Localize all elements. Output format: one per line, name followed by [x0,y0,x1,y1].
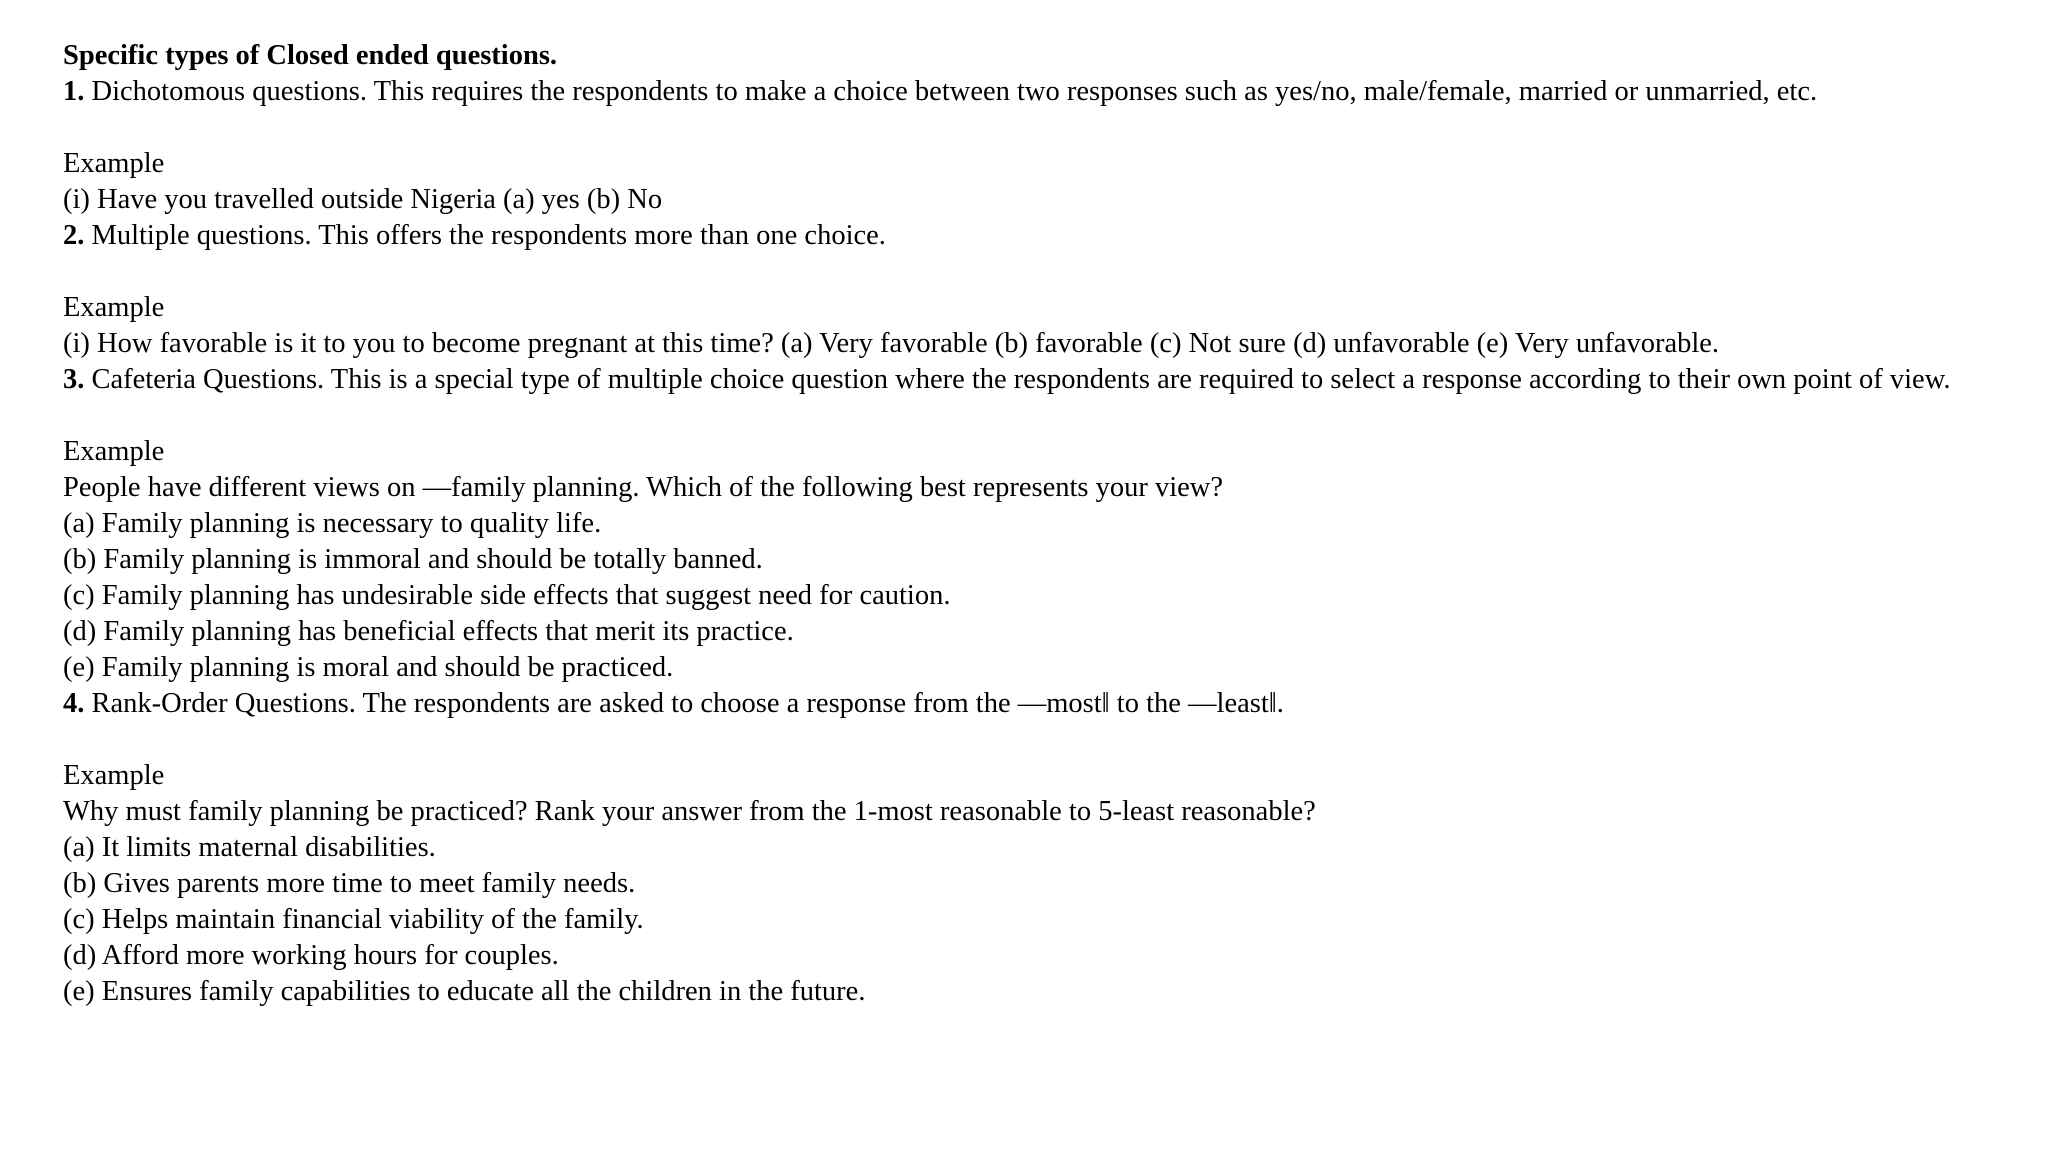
section-2-paragraph [63,218,2023,254]
section-4-number: 4. [63,688,85,719]
section-3-option-b: (b) Family planning is immoral and should be totally banned. [63,544,763,575]
section-3-option-d: (d) Family planning has beneficial effects that merit its practice. [63,616,794,647]
section-3-option-c: (c) Family planning has undesirable side effects that suggest need for caution. [63,580,951,611]
section-3-number: 3. [63,364,85,395]
section-4-option-c: (c) Helps maintain financial viability of the family. [63,904,644,935]
section-1-example-label: Example [63,148,165,179]
section-4-paragraph [63,686,2023,722]
section-3-paragraph [63,362,2023,398]
section-3-option-a: (a) Family planning is necessary to quality life. [63,508,602,539]
section-4-text: Rank-Order Questions. The respondents are asked to choose a response from the —most‖ to the —least‖. [91,688,1284,719]
section-3-option-e: (e) Family planning is moral and should be practiced. [63,652,674,683]
section-2-example-line: (i) How favorable is it to you to become pregnant at this time? (a) Very favorable (b) favorable (c) Not sure (d) unfavorable (e) Very unfavorable. [63,328,1720,359]
section-4-option-b: (b) Gives parents more time to meet family needs. [63,868,636,899]
spacer [63,398,2023,434]
spacer [63,254,2023,290]
section-1-text: Dichotomous questions. This requires the respondents to make a choice between two responses such as yes/no, male/female, married or unmarried, etc. [91,76,1818,107]
section-4-example-label: Example [63,760,165,791]
section-4-option-d: (d) Afford more working hours for couples. [63,940,559,971]
section-3-text: Cafeteria Questions. This is a special type of multiple choice question where the respondents are required to select a response according to their own point of view. [91,364,1951,395]
section-2-example-label: Example [63,292,165,323]
section-3-example-label: Example [63,436,165,467]
section-1-number: 1. [63,76,85,107]
section-1-paragraph [63,74,2023,110]
section-2-number: 2. [63,220,85,251]
section-2-text: Multiple questions. This offers the respondents more than one choice. [91,220,886,251]
section-4-option-e: (e) Ensures family capabilities to educate all the children in the future. [63,976,866,1007]
spacer [63,722,2023,758]
section-3-example-line: People have different views on —family planning. Which of the following best represents your view? [63,472,1224,503]
document-body [63,38,2023,1010]
section-4-example-line: Why must family planning be practiced? Rank your answer from the 1-most reasonable to 5-least reasonable? [63,796,1316,827]
spacer [63,110,2023,146]
section-4-option-a: (a) It limits maternal disabilities. [63,832,436,863]
document-title: Specific types of Closed ended questions. [63,40,558,71]
section-1-example-line: (i) Have you travelled outside Nigeria (a) yes (b) No [63,184,663,215]
